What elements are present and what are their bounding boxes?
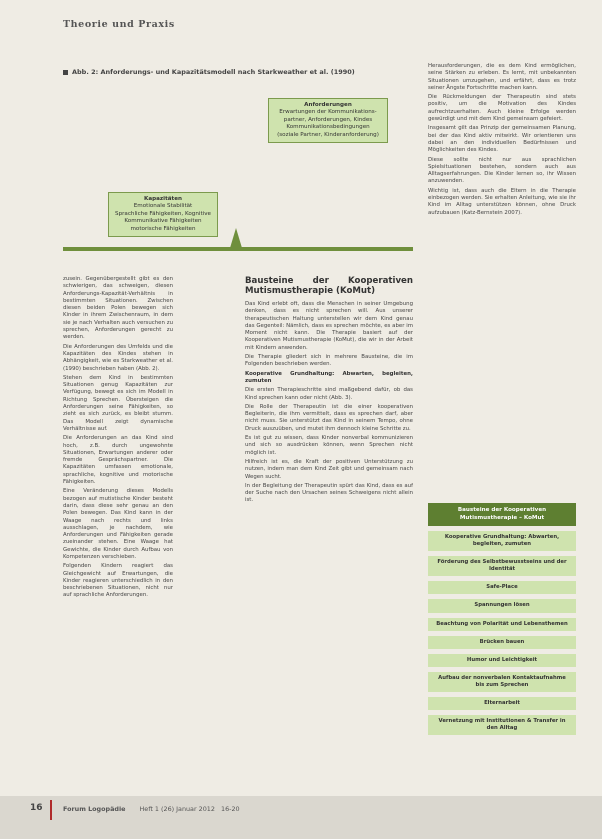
- capacities-line: motorische Fähigkeiten: [130, 225, 196, 232]
- demands-line: Erwartungen der Kommunikations-: [279, 109, 377, 116]
- demands-title: Anforderungen: [304, 102, 352, 108]
- sidebar-title: Bausteine der Kooperativen Mutismustherapie – KoMut: [428, 503, 576, 526]
- text-column-3: [428, 63, 576, 495]
- sidebar-item: Brücken bauen: [428, 636, 576, 649]
- section-heading: Bausteine der Kooperativen Mutismustherapie (KoMut): [245, 276, 413, 296]
- capacities-line: Sprachliche Fähigkeiten, Kognitive: [115, 210, 211, 217]
- capacities-line: Emotionale Stabilität: [133, 203, 193, 210]
- komut-sidebar: [428, 503, 576, 740]
- balance-fulcrum-icon: [230, 228, 242, 248]
- footer-citation: [63, 805, 240, 813]
- figure-caption-text: Abb. 2: Anforderungs- und Kapazitätsmodell nach Starkweather et al. (1990): [72, 68, 355, 76]
- section-title: Theorie und Praxis: [63, 19, 175, 30]
- demands-box: [268, 98, 388, 143]
- page-footer: [0, 796, 602, 839]
- paragraph: Herausforderungen, die es dem Kind ermöglichen, seine Stärken zu erleben. Es lernt, mit unbekannten Situationen umzugehen, und erfährt, dass es trotz seiner Ängste Fortschritte machen kann.: [428, 63, 576, 91]
- paragraph: Wichtig ist, dass auch die Eltern in die Therapie einbezogen werden. Sie erhalten Anleitung, wie sie ihr Kind im Alltag unterstützen können, ohne Druck aufzubauen (Katz-Bernstein 2007).: [428, 187, 576, 216]
- paragraph: Die Anforderungen des Umfelds und die Kapazitäten des Kindes stehen in Abhängigkeit, wie es Starkweather et al. (1990) beschrieben haben (Abb. 2).: [63, 343, 173, 372]
- paragraph: Hilfreich ist es, die Kraft der positiven Unterstützung zu nutzen, indem man dem Kind Zeit gibt und gemeinsam nach Wegen sucht.: [245, 458, 413, 480]
- paragraph: Die Rolle der Therapeutin ist die einer kooperativen Begleiterin, die ihm vermittelt, dass es sprechen darf, aber nicht muss. Sie unterstützt das Kind in seinem Tempo, ohne Druck auszuüben, und mutet ihm dennoch kleine Schritte zu.: [245, 403, 413, 432]
- paragraph: zusein. Gegenübergestellt gibt es den schwierigen, das schweigen, diesen Anforderungs-Kapazität-Verhältnis in bestimmten Situationen. Zwischen diesen beiden Polen bewegen sich Kinder in ihrem Zwischenraum, in dem sie je nach Verhalten auch versuchen zu sprechen, Anforderungen gerecht zu werden.: [63, 276, 173, 341]
- sidebar-item: Humor und Leichtigkeit: [428, 654, 576, 667]
- capacities-line: Kommunikative Fähigkeiten: [124, 218, 202, 225]
- page-marker: [50, 800, 52, 820]
- text-column-1: [63, 276, 173, 791]
- subheading: Kooperative Grundhaltung: Abwarten, begleiten, zumuten: [245, 370, 413, 384]
- paragraph: Die Therapie gliedert sich in mehrere Bausteine, die im Folgenden beschrieben werden.: [245, 354, 413, 368]
- paragraph: In der Begleitung der Therapeutin spürt das Kind, dass es auf der Suche nach den Ursachen seines Schweigens nicht allein ist.: [245, 482, 413, 504]
- paragraph: Es ist gut zu wissen, dass Kinder nonverbal kommunizieren und sich so ausdrücken können, wenn Sprechen nicht möglich ist.: [245, 435, 413, 456]
- paragraph: Folgenden Kindern reagiert das Gleichgewicht auf Erwartungen, die Kinder reagieren unterschiedlich in den beschriebenen Situationen, nicht nur auf sprachliche Anforderungen.: [63, 563, 173, 599]
- sidebar-item: Elternarbeit: [428, 697, 576, 710]
- capacities-box: [108, 192, 218, 237]
- paragraph: Diese sollte nicht nur aus sprachlichen Spielsituationen bestehen, sondern auch aus Alltagserfahrungen. Die Kinder lernen so, ihr Wissen anzuwenden.: [428, 156, 576, 185]
- page-range: 16-20: [221, 805, 240, 813]
- demands-line: partner, Anforderungen, Kindes: [283, 116, 373, 123]
- paragraph: Eine Veränderung dieses Modells bezogen auf mutistische Kinder besteht darin, dass diese sehr genau an den Polen bewegen. Das Kind kann in der Waage nach rechts und links ausschlagen, je nachdem, wie Anforderungen und Fähigkeiten gerade zueinander stehen. Eine Waage hat Gewichte, die Kinder durch Aufbau von Kompetenzen verschieben.: [63, 488, 173, 560]
- paragraph: Insgesamt gilt das Prinzip der gemeinsamen Planung, bei der das Kind aktiv mitwirkt. Wir orientieren uns dabei an den individuellen Bedürfnissen und Möglichkeiten des Kindes.: [428, 125, 576, 154]
- sidebar-item: Vernetzung mit Institutionen & Transfer in den Alltag: [428, 715, 576, 735]
- demands-line: (soziale Partner, Kinderanforderung): [277, 131, 379, 138]
- sidebar-item: Spannungen lösen: [428, 599, 576, 612]
- sidebar-item: Beachtung von Polarität und Lebensthemen: [428, 618, 576, 631]
- text-column-2: [245, 276, 413, 791]
- demands-line: Kommunikationsbedingungen: [286, 124, 370, 131]
- sidebar-item: Förderung des Selbstbewusstseins und der Identität: [428, 556, 576, 576]
- journal-name: Forum Logopädie: [63, 805, 126, 813]
- sidebar-item: Aufbau der nonverbalen Kontaktaufnahme bis zum Sprechen: [428, 672, 576, 692]
- balance-beam: [63, 247, 413, 251]
- paragraph: Das Kind erlebt oft, dass die Menschen in seiner Umgebung denken, dass es nicht sprechen will. Aus unserer therapeutischen Haltung unterstellen wir dem Kind genau das Gegenteil: Nämlich, dass es sprechen möchte, es aber im Moment nicht kann. Die Therapie basiert auf der Kooperativen Mutismustherapie (KoMut), die wir in der Arbeit mit Kindern anwenden.: [245, 301, 413, 351]
- paragraph: Die Rückmeldungen der Therapeutin sind stets positiv, um die Motivation des Kindes aufrechtzuerhalten. Auch kleine Erfolge werden gewürdigt und mit dem Kind gemeinsam gefeiert.: [428, 94, 576, 123]
- sidebar-item: Safe-Place: [428, 581, 576, 594]
- paragraph: Stehen dem Kind in bestimmten Situationen genug Kapazitäten zur Verfügung, bewegt es sich im Modell in Richtung Sprechen. Übersteigen die Anforderungen seine Fähigkeiten, so zieht es sich zurück, es bleibt stumm. Das Modell zeigt dynamische Verhältnisse auf.: [63, 374, 173, 432]
- capacities-title: Kapazitäten: [144, 196, 182, 202]
- page-number: 16: [30, 803, 43, 813]
- paragraph: Die Anforderungen an das Kind sind hoch, z.B. durch ungewohnte Situationen, Erwartungen anderer oder fremde Gesprächspartner. Die Kapazitäten umfassen emotionale, sprachliche, kognitive und motorische Fähigkeiten.: [63, 435, 173, 486]
- caption-bullet-icon: [63, 70, 68, 75]
- figure-caption: [63, 68, 355, 76]
- sidebar-item: Kooperative Grundhaltung: Abwarten, begleiten, zumuten: [428, 531, 576, 551]
- paragraph: Die ersten Therapieschritte sind maßgebend dafür, ob das Kind sprechen kann oder nicht (Abb. 3).: [245, 387, 413, 401]
- issue-info: Heft 1 (26) Januar 2012: [139, 805, 215, 813]
